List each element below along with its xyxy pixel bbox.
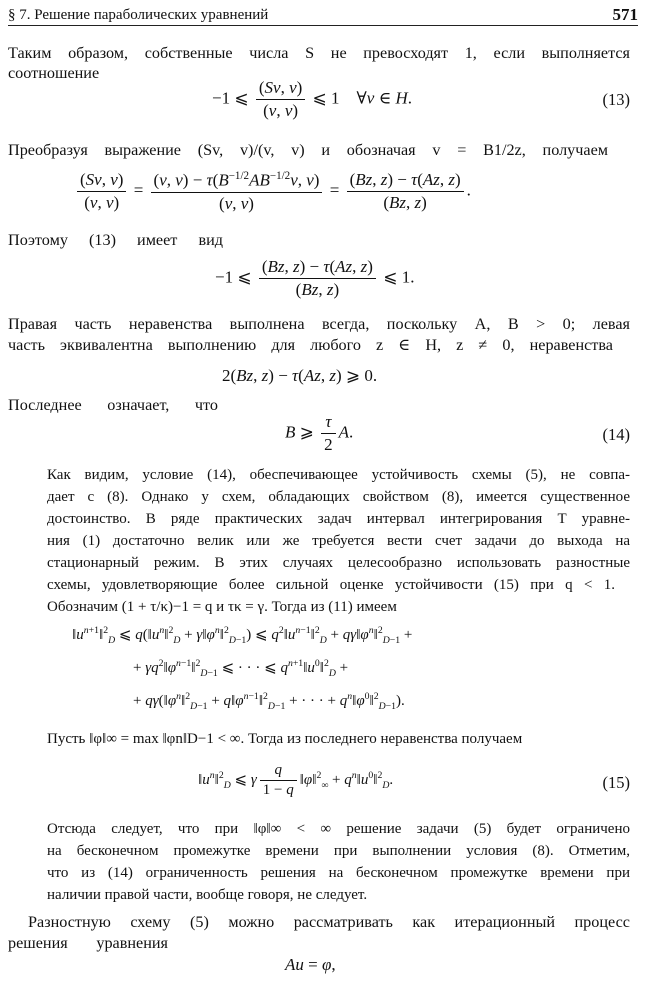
estimate-line-3: + $q\gamma(‖\varphi^n‖^2_{D-1}$ + $q‖\varphi^{n-1}‖^2_{D-1}$ + · · · + $q^n‖\varphi^0‖^2_{D-1}$). xyxy=(133,691,405,712)
paragraph-line: соотношение xyxy=(8,64,100,82)
small-text-line: Пусть ‖φ‖∞ = max ‖φn‖D−1 < ∞. Тогда из последнего неравенства получаем xyxy=(47,731,523,747)
paragraph-line: Правая часть неравенства выполнена всегда, поскольку A, B > 0; левая xyxy=(8,315,630,333)
paragraph-line: решения уравнения xyxy=(8,934,168,952)
small-text-line: схемы, удовлетворяющие более сильной оценке устойчивости (15) при q < 1. xyxy=(47,577,615,593)
small-text-line: стационарный режим. В этих случаях целесообразно использовать разностные xyxy=(47,555,630,571)
small-text-line: Как видим, условие (14), обеспечивающее устойчивость схемы (5), не совпа- xyxy=(47,467,630,483)
small-text-line: Отсюда следует, что при ‖φ‖∞ < ∞ решение задачи (5) будет ограничено xyxy=(47,821,630,837)
small-text-line: достоинство. В ряде практических задач интервал интегрирования T уравне- xyxy=(47,511,630,527)
equation-13: −1 ⩽ $\frac{(Sv, v)}{(v, v)}$ ⩽ 1 ∀v ∈ H. xyxy=(212,78,412,120)
equation-14: B ⩾ $\frac{\tau}{2}$ A. xyxy=(285,412,354,454)
paragraph-line: Последнее означает, что xyxy=(8,396,218,414)
equation-au-phi: Au = φ, xyxy=(285,955,336,974)
small-text-line: наличии правой части, вообще говоря, не следует. xyxy=(47,887,368,903)
small-text-line: что из (14) ограниченность решения на бесконечном промежутке времени при xyxy=(47,865,630,881)
page-number: 571 xyxy=(612,5,638,24)
equation-13-form: −1 ⩽ $\frac{(Bz, z) - \tau(Az, z)}{(Bz, z)}$ ⩽ 1. xyxy=(215,257,415,299)
paragraph-line: Поэтому (13) имеет вид xyxy=(8,231,223,249)
inequality-2bz: 2(Bz, z) − τ(Az, z) ⩾ 0. xyxy=(222,366,378,385)
equation-15: $‖u^n‖^2_D$ ⩽ γ $\frac{q}{1 - q}$ ‖φ‖$^2_\infty$ + $q^n‖u^0‖^2_D$. xyxy=(198,762,394,798)
small-text-line: Обозначим (1 + τ/κ)−1 = q и τκ = γ. Тогда из (11) имеем xyxy=(47,599,397,615)
running-header xyxy=(8,3,638,26)
equation-label-13: (13) xyxy=(602,90,630,109)
paragraph-line: Разностную схему (5) можно рассматривать как итерационный процесс xyxy=(28,913,630,931)
equation-transform: $\frac{(Sv, v)}{(v, v)}$ = $\frac{(v, v) - \tau(B^{-1/2}AB^{-1/2}v, v)}{(v, v)}$ = $\frac{(Bz, z) - \tau(Az, z)}{(Bz, z)}$ . xyxy=(74,170,471,214)
small-text-line: ния (1) достаточно велик или же требуется вести счет задачи до выхода на xyxy=(47,533,630,549)
small-text-line: дает с (8). Однако у схем, обладающих свойством (8), имеется существенное xyxy=(47,489,630,505)
equation-label-14: (14) xyxy=(602,425,630,444)
equation-label-15: (15) xyxy=(602,773,630,792)
estimate-line-2: + $\gamma q^2‖\varphi^{n-1}‖^2_{D-1}$ ⩽ · · · ⩽ $q^{n+1}‖u^0‖^2_D$ + xyxy=(133,658,349,679)
section-title: § 7. Решение параболических уравнений xyxy=(8,7,269,23)
small-text-line: на бесконечном промежутке времени при выполнении условия (8). Отметим, xyxy=(47,843,630,859)
estimate-line-1: $‖u^{n+1}‖^2_D$ ⩽ $q(‖u^n‖^2_D$ + $\gamma‖\varphi^n‖^2_{D-1}$) ⩽ $q^2‖u^{n-1}‖^2_D$ + $q\gamma‖\varphi^n‖^2_{D-1}$ + xyxy=(72,625,413,646)
paragraph-line: часть эквивалентна выполнению для любого z ∈ H, z ≠ 0, неравенства xyxy=(8,336,613,354)
paragraph-line: Преобразуя выражение (Sv, v)/(v, v) и обозначая v = B1/2z, получаем xyxy=(8,141,608,159)
paragraph-line: Таким образом, собственные числа S не превосходят 1, если выполняется xyxy=(8,44,630,62)
